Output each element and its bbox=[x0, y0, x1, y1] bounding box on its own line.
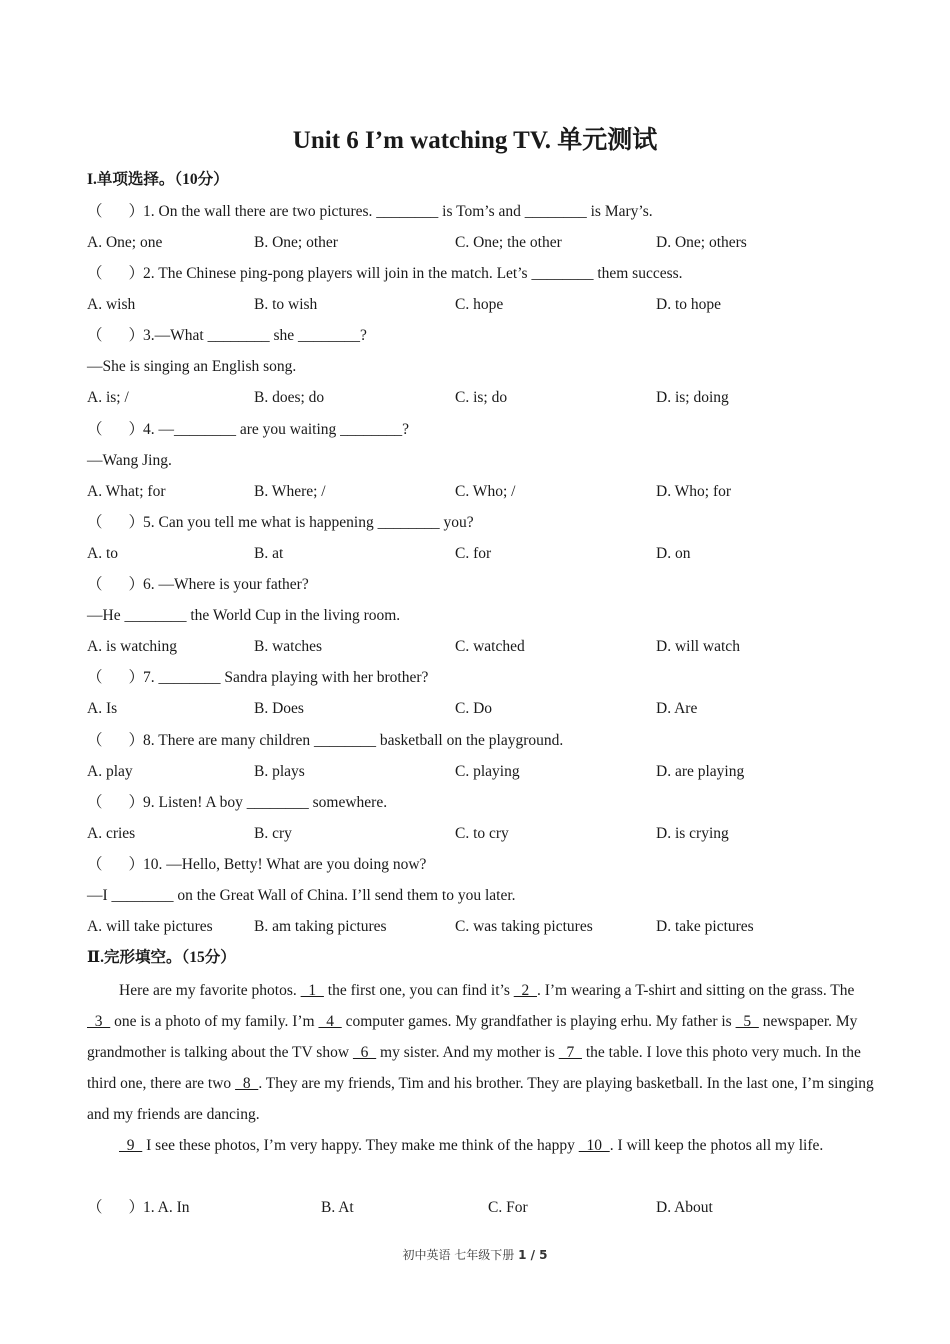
cloze-question-stem bbox=[87, 1197, 190, 1219]
option-c[interactable]: C. Who; / bbox=[455, 483, 516, 500]
cloze-blank[interactable]: 9 bbox=[119, 1137, 143, 1154]
question-stem: （ ）7. ________ Sandra playing with her brother? bbox=[87, 667, 877, 689]
option-d[interactable]: D. Are bbox=[656, 700, 698, 717]
answer-bracket[interactable]: （ ） bbox=[87, 576, 145, 593]
option-c[interactable]: C. watched bbox=[455, 638, 525, 655]
option-d[interactable]: D. on bbox=[656, 545, 691, 562]
answer-bracket[interactable]: （ ） bbox=[87, 514, 145, 531]
option-d[interactable]: D. are playing bbox=[656, 763, 745, 780]
answer-bracket[interactable]: （ ） bbox=[87, 327, 145, 344]
question-stem: （ ）8. There are many children ________ basketball on the playground. bbox=[87, 730, 877, 752]
dialogue-line: —He ________ the World Cup in the living room. bbox=[87, 607, 401, 624]
option-b[interactable]: B. cry bbox=[254, 825, 292, 842]
option-c[interactable]: C. hope bbox=[455, 296, 504, 313]
footer-label: 初中英语 七年级下册 bbox=[402, 1248, 519, 1262]
option-a[interactable]: A. What; for bbox=[87, 483, 166, 500]
question-stem: （ ）3.—What ________ she ________? bbox=[87, 325, 877, 347]
dialogue-line: —She is singing an English song. bbox=[87, 358, 297, 375]
option-b[interactable]: B. At bbox=[321, 1199, 354, 1216]
options-row bbox=[87, 294, 877, 316]
option-b[interactable]: B. plays bbox=[254, 763, 305, 780]
question-stem: （ ）9. Listen! A boy ________ somewhere. bbox=[87, 792, 877, 814]
option-c[interactable]: C. One; the other bbox=[455, 234, 562, 251]
question-stem: （ ）10. —Hello, Betty! What are you doing now? bbox=[87, 854, 877, 876]
options-row bbox=[87, 698, 877, 720]
answer-bracket[interactable]: （ ） bbox=[87, 794, 145, 811]
dialogue-line: —I ________ on the Great Wall of China. I’ll send them to you later. bbox=[87, 887, 516, 904]
section-1-heading: I.单项选择。（10分） bbox=[87, 171, 229, 188]
option-a[interactable]: A. will take pictures bbox=[87, 918, 213, 935]
dialogue-line: —Wang Jing. bbox=[87, 452, 172, 469]
cloze-blank[interactable]: 2 bbox=[513, 982, 537, 999]
option-c[interactable]: C. playing bbox=[455, 763, 520, 780]
options-row bbox=[87, 543, 877, 565]
option-d[interactable]: D. Who; for bbox=[656, 483, 732, 500]
question-stem: （ ）6. —Where is your father? bbox=[87, 574, 877, 596]
option-b[interactable]: B. does; do bbox=[254, 389, 325, 406]
cloze-blank[interactable]: 8 bbox=[235, 1075, 259, 1092]
option-d[interactable]: D. About bbox=[656, 1199, 713, 1216]
option-c[interactable]: C. for bbox=[455, 545, 492, 562]
options-row bbox=[87, 481, 877, 503]
option-a[interactable]: A. play bbox=[87, 763, 133, 780]
options-row bbox=[87, 916, 877, 938]
options-row bbox=[87, 823, 877, 845]
option-d[interactable]: D. will watch bbox=[656, 638, 740, 655]
question-stem: （ ）1. On the wall there are two pictures. ________ is Tom’s and ________ is Mary’s. bbox=[87, 201, 877, 223]
answer-bracket[interactable]: （ ） bbox=[87, 421, 145, 438]
option-b[interactable]: B. Does bbox=[254, 700, 304, 717]
answer-bracket[interactable]: （ ） bbox=[87, 669, 145, 686]
option-a[interactable]: A. Is bbox=[87, 700, 118, 717]
cloze-question-row bbox=[87, 1197, 877, 1219]
option-c[interactable]: C. was taking pictures bbox=[455, 918, 593, 935]
answer-bracket[interactable]: （ ） bbox=[87, 1199, 145, 1216]
page-title: Unit 6 I’m watching TV. 单元测试 bbox=[292, 127, 658, 154]
option-a[interactable]: A. is watching bbox=[87, 638, 177, 655]
option-a[interactable]: A. cries bbox=[87, 825, 136, 842]
cloze-blank[interactable]: 7 bbox=[558, 1044, 582, 1061]
option-d[interactable]: D. to hope bbox=[656, 296, 722, 313]
option-a[interactable]: A. wish bbox=[87, 296, 136, 313]
option-b[interactable]: B. Where; / bbox=[254, 483, 326, 500]
option-c[interactable]: C. Do bbox=[455, 700, 493, 717]
question-stem: （ ）4. —________ are you waiting ________? bbox=[87, 419, 877, 441]
option-b[interactable]: B. am taking pictures bbox=[254, 918, 387, 935]
option-b[interactable]: B. at bbox=[254, 545, 284, 562]
options-row bbox=[87, 761, 877, 783]
page-footer bbox=[0, 1246, 950, 1263]
cloze-blank[interactable]: 5 bbox=[735, 1013, 759, 1030]
answer-bracket[interactable]: （ ） bbox=[87, 856, 145, 873]
cloze-blank[interactable]: 3 bbox=[87, 1013, 111, 1030]
cloze-blank[interactable]: 10 bbox=[578, 1137, 610, 1154]
option-c[interactable]: C. For bbox=[488, 1199, 528, 1216]
section-2-heading: Ⅱ.完形填空。（15分） bbox=[87, 949, 236, 966]
answer-bracket[interactable]: （ ） bbox=[87, 203, 145, 220]
option-b[interactable]: B. One; other bbox=[254, 234, 338, 251]
option-a[interactable]: 1. A. In bbox=[143, 1199, 190, 1216]
option-a[interactable]: A. to bbox=[87, 545, 118, 562]
cloze-blank[interactable]: 6 bbox=[352, 1044, 377, 1061]
page-number: 1 / 5 bbox=[518, 1248, 548, 1262]
option-d[interactable]: D. take pictures bbox=[656, 918, 754, 935]
option-a[interactable]: A. One; one bbox=[87, 234, 163, 251]
cloze-blank[interactable]: 1 bbox=[300, 982, 324, 999]
option-b[interactable]: B. to wish bbox=[254, 296, 318, 313]
option-d[interactable]: D. is crying bbox=[656, 825, 729, 842]
option-d[interactable]: D. One; others bbox=[656, 234, 747, 251]
question-stem: （ ）5. Can you tell me what is happening ________ you? bbox=[87, 512, 877, 534]
question-stem: （ ）2. The Chinese ping-pong players will join in the match. Let’s ________ them success. bbox=[87, 263, 877, 285]
option-a[interactable]: A. is; / bbox=[87, 389, 129, 406]
option-c[interactable]: C. to cry bbox=[455, 825, 509, 842]
cloze-blank[interactable]: 4 bbox=[318, 1013, 342, 1030]
options-row bbox=[87, 387, 877, 409]
options-row bbox=[87, 636, 877, 658]
answer-bracket[interactable]: （ ） bbox=[87, 265, 145, 282]
option-c[interactable]: C. is; do bbox=[455, 389, 508, 406]
answer-bracket[interactable]: （ ） bbox=[87, 732, 145, 749]
option-d[interactable]: D. is; doing bbox=[656, 389, 729, 406]
option-b[interactable]: B. watches bbox=[254, 638, 323, 655]
options-row bbox=[87, 232, 877, 254]
cloze-passage: Here are my favorite photos. 1 the first one, you can find it’s 2 . I’m wearing a T-shirt and sitting on the grass. The 3 one is a photo of my family. I’m 4 computer games. My grandfather is playing erhu. My father is 5 newspaper. My grandmother is talking about the TV show 6 my sister. And my mother is 7 the table. I love this photo very much. In the third one, there are two 8 . They are my friends, Tim and his brother. They are playing basketball. In the last one, I’m singing and my friends are dancing. 9 I see these photos, I’m very happy. They make me think of the happy 10 . I will keep the photos all my life. bbox=[87, 982, 874, 1154]
